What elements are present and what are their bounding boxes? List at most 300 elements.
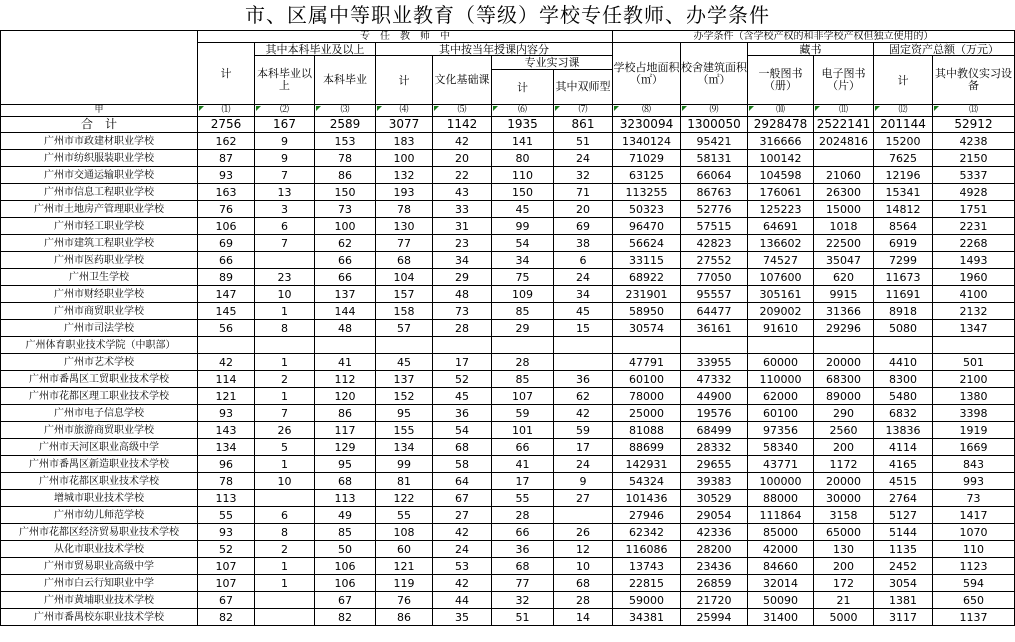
data-cell: 27552 bbox=[681, 252, 748, 269]
table-row bbox=[1, 201, 1015, 218]
data-cell: 2268 bbox=[933, 235, 1015, 252]
data-cell: 87 bbox=[198, 150, 255, 167]
data-cell: 141 bbox=[492, 133, 554, 150]
column-number-label: ⑹ bbox=[517, 105, 527, 115]
data-cell: 7625 bbox=[874, 150, 933, 167]
column-number bbox=[748, 105, 814, 117]
data-cell: 28 bbox=[554, 592, 613, 609]
data-cell: 29 bbox=[492, 320, 554, 337]
table-row bbox=[1, 422, 1015, 439]
data-cell: 84660 bbox=[748, 558, 814, 575]
data-cell: 5127 bbox=[874, 507, 933, 524]
total-cell: 52912 bbox=[933, 117, 1015, 133]
data-cell: 34 bbox=[554, 286, 613, 303]
data-cell: 19576 bbox=[681, 405, 748, 422]
data-cell: 59 bbox=[554, 422, 613, 439]
data-cell: 13836 bbox=[874, 422, 933, 439]
data-cell: 109 bbox=[492, 286, 554, 303]
data-cell: 25994 bbox=[681, 609, 748, 626]
data-cell: 36 bbox=[492, 541, 554, 558]
cell-comment-marker-icon bbox=[815, 106, 820, 111]
data-cell: 88000 bbox=[748, 490, 814, 507]
data-cell: 9915 bbox=[814, 286, 874, 303]
data-cell: 8 bbox=[255, 524, 315, 541]
data-cell: 163 bbox=[198, 184, 255, 201]
cell-comment-marker-icon bbox=[875, 106, 880, 111]
data-cell: 8300 bbox=[874, 371, 933, 388]
data-cell: 29 bbox=[433, 269, 492, 286]
data-cell: 31400 bbox=[748, 609, 814, 626]
data-cell: 41 bbox=[492, 456, 554, 473]
data-cell: 152 bbox=[376, 388, 433, 405]
data-cell: 993 bbox=[933, 473, 1015, 490]
data-cell: 64477 bbox=[681, 303, 748, 320]
cell-comment-marker-icon bbox=[934, 106, 939, 111]
data-cell: 78 bbox=[376, 201, 433, 218]
data-cell: 14 bbox=[554, 609, 613, 626]
data-cell: 1417 bbox=[933, 507, 1015, 524]
school-name: 广州市轻工职业学校 bbox=[1, 218, 198, 235]
data-cell: 95557 bbox=[681, 286, 748, 303]
data-cell: 1 bbox=[255, 456, 315, 473]
data-cell: 110 bbox=[933, 541, 1015, 558]
data-cell: 1 bbox=[255, 575, 315, 592]
data-cell: 75 bbox=[492, 269, 554, 286]
data-cell: 112 bbox=[315, 371, 376, 388]
school-name: 广州市市政建材职业学校 bbox=[1, 133, 198, 150]
school-name: 广州市贸易职业高级中学 bbox=[1, 558, 198, 575]
data-cell: 86763 bbox=[681, 184, 748, 201]
data-cell: 93 bbox=[198, 524, 255, 541]
cell-comment-marker-icon bbox=[614, 106, 619, 111]
table-row bbox=[1, 269, 1015, 286]
data-cell: 8564 bbox=[874, 218, 933, 235]
data-cell: 5000 bbox=[814, 609, 874, 626]
data-cell: 44 bbox=[433, 592, 492, 609]
data-cell: 54 bbox=[492, 235, 554, 252]
data-cell: 66 bbox=[492, 439, 554, 456]
column-number-label: ⑿ bbox=[898, 105, 908, 115]
data-cell: 17 bbox=[492, 473, 554, 490]
data-cell: 120 bbox=[315, 388, 376, 405]
data-cell: 14812 bbox=[874, 201, 933, 218]
data-cell: 95 bbox=[315, 456, 376, 473]
data-cell: 59 bbox=[492, 405, 554, 422]
corner-cell bbox=[1, 31, 198, 105]
data-cell bbox=[255, 490, 315, 507]
data-cell: 650 bbox=[933, 592, 1015, 609]
data-cell: 51 bbox=[554, 133, 613, 150]
data-cell: 162 bbox=[198, 133, 255, 150]
data-cell: 32 bbox=[554, 167, 613, 184]
school-name: 广州市花都区经济贸易职业技术学校 bbox=[1, 524, 198, 541]
column-number-label: ⑼ bbox=[709, 105, 719, 115]
data-cell: 20 bbox=[433, 150, 492, 167]
data-cell: 21720 bbox=[681, 592, 748, 609]
data-cell: 3054 bbox=[874, 575, 933, 592]
page-title: 市、区属中等职业教育（等级）学校专任教师、办学条件 bbox=[245, 3, 770, 27]
data-cell: 47332 bbox=[681, 371, 748, 388]
data-cell: 22500 bbox=[814, 235, 874, 252]
data-cell: 1751 bbox=[933, 201, 1015, 218]
data-cell: 106 bbox=[315, 558, 376, 575]
data-cell: 74527 bbox=[748, 252, 814, 269]
data-cell: 130 bbox=[814, 541, 874, 558]
data-cell: 93 bbox=[198, 167, 255, 184]
cell-comment-marker-icon bbox=[493, 106, 498, 111]
data-cell: 60100 bbox=[613, 371, 681, 388]
school-name: 广州市天河区职业高级中学 bbox=[1, 439, 198, 456]
data-cell: 20000 bbox=[814, 473, 874, 490]
data-cell bbox=[433, 337, 492, 354]
data-cell: 85 bbox=[492, 371, 554, 388]
data-cell: 32014 bbox=[748, 575, 814, 592]
data-cell: 122 bbox=[376, 490, 433, 507]
data-cell: 4114 bbox=[874, 439, 933, 456]
data-cell bbox=[315, 337, 376, 354]
data-cell: 183 bbox=[376, 133, 433, 150]
data-cell: 28332 bbox=[681, 439, 748, 456]
data-cell: 26859 bbox=[681, 575, 748, 592]
table-row bbox=[1, 371, 1015, 388]
school-name: 广州市交通运输职业学校 bbox=[1, 167, 198, 184]
data-cell: 35 bbox=[433, 609, 492, 626]
data-cell: 121 bbox=[376, 558, 433, 575]
total-cell: 1142 bbox=[433, 117, 492, 133]
data-cell: 48 bbox=[433, 286, 492, 303]
data-cell: 45 bbox=[376, 354, 433, 371]
data-cell: 76 bbox=[376, 592, 433, 609]
column-number-label: ⑻ bbox=[641, 105, 651, 115]
data-cell: 62 bbox=[554, 388, 613, 405]
data-cell: 100 bbox=[315, 218, 376, 235]
data-cell: 843 bbox=[933, 456, 1015, 473]
data-cell bbox=[933, 337, 1015, 354]
data-cell: 5480 bbox=[874, 388, 933, 405]
data-cell: 67 bbox=[315, 592, 376, 609]
data-cell: 95421 bbox=[681, 133, 748, 150]
data-cell: 23 bbox=[255, 269, 315, 286]
data-cell: 68499 bbox=[681, 422, 748, 439]
data-cell: 9 bbox=[255, 150, 315, 167]
data-cell: 4165 bbox=[874, 456, 933, 473]
column-number bbox=[874, 105, 933, 117]
column-number bbox=[315, 105, 376, 117]
data-cell: 28 bbox=[433, 320, 492, 337]
data-cell: 6 bbox=[554, 252, 613, 269]
data-cell: 66064 bbox=[681, 167, 748, 184]
data-cell: 200 bbox=[814, 439, 874, 456]
data-cell bbox=[255, 609, 315, 626]
assets-total-header: 计 bbox=[874, 56, 933, 105]
data-cell: 22 bbox=[433, 167, 492, 184]
data-cell: 2231 bbox=[933, 218, 1015, 235]
data-cell: 68 bbox=[433, 439, 492, 456]
data-cell: 30000 bbox=[814, 490, 874, 507]
column-number-label: ⑸ bbox=[457, 105, 467, 115]
data-cell: 143 bbox=[198, 422, 255, 439]
table-row bbox=[1, 490, 1015, 507]
data-cell: 9 bbox=[255, 133, 315, 150]
data-cell: 68 bbox=[492, 558, 554, 575]
data-cell: 134 bbox=[198, 439, 255, 456]
data-cell: 52 bbox=[198, 541, 255, 558]
practice-total-header: 计 bbox=[492, 70, 554, 105]
total-cell: 1935 bbox=[492, 117, 554, 133]
column-number bbox=[255, 105, 315, 117]
data-cell: 58340 bbox=[748, 439, 814, 456]
column-number-label: ⑷ bbox=[399, 105, 409, 115]
data-cell: 1919 bbox=[933, 422, 1015, 439]
data-cell: 73 bbox=[933, 490, 1015, 507]
data-cell: 316666 bbox=[748, 133, 814, 150]
data-cell: 62 bbox=[315, 235, 376, 252]
data-cell: 8918 bbox=[874, 303, 933, 320]
data-cell: 113255 bbox=[613, 184, 681, 201]
school-name: 广州市花都区理工职业技术学校 bbox=[1, 388, 198, 405]
data-cell: 106 bbox=[198, 218, 255, 235]
culture-basic-header: 文化基础课 bbox=[433, 56, 492, 105]
table-row bbox=[1, 592, 1015, 609]
data-cell: 58 bbox=[433, 456, 492, 473]
table-row bbox=[1, 405, 1015, 422]
data-cell: 55 bbox=[198, 507, 255, 524]
data-cell: 27946 bbox=[613, 507, 681, 524]
total-cell: 3077 bbox=[376, 117, 433, 133]
data-cell: 142931 bbox=[613, 456, 681, 473]
data-cell: 4928 bbox=[933, 184, 1015, 201]
data-cell: 209002 bbox=[748, 303, 814, 320]
data-cell: 86 bbox=[315, 167, 376, 184]
data-cell: 17 bbox=[554, 439, 613, 456]
data-cell: 1123 bbox=[933, 558, 1015, 575]
data-cell: 5 bbox=[255, 439, 315, 456]
data-cell: 10 bbox=[554, 558, 613, 575]
data-cell: 54 bbox=[433, 422, 492, 439]
data-cell: 23436 bbox=[681, 558, 748, 575]
table-row bbox=[1, 456, 1015, 473]
school-name: 广州市商贸职业学校 bbox=[1, 303, 198, 320]
data-cell: 36 bbox=[554, 371, 613, 388]
data-cell: 31 bbox=[433, 218, 492, 235]
table-row bbox=[1, 337, 1015, 354]
data-cell: 17 bbox=[433, 354, 492, 371]
data-cell: 85 bbox=[492, 303, 554, 320]
table-row bbox=[1, 235, 1015, 252]
school-name: 广州市黄埔职业技术学校 bbox=[1, 592, 198, 609]
data-cell: 42 bbox=[433, 575, 492, 592]
data-cell bbox=[874, 337, 933, 354]
data-cell: 501 bbox=[933, 354, 1015, 371]
data-cell: 231901 bbox=[613, 286, 681, 303]
data-cell: 80 bbox=[492, 150, 554, 167]
data-cell: 64691 bbox=[748, 218, 814, 235]
data-cell: 1380 bbox=[933, 388, 1015, 405]
building-area-header: 校舍建筑面积（㎡） bbox=[681, 43, 748, 105]
data-cell: 60100 bbox=[748, 405, 814, 422]
equipment-header: 其中教仪实习设备 bbox=[933, 56, 1015, 105]
cell-comment-marker-icon bbox=[199, 106, 204, 111]
data-cell: 41 bbox=[315, 354, 376, 371]
data-cell: 42 bbox=[198, 354, 255, 371]
data-cell: 49 bbox=[315, 507, 376, 524]
teachers-total-header: 计 bbox=[198, 43, 255, 105]
school-name: 广州市财经职业学校 bbox=[1, 286, 198, 303]
data-cell: 6 bbox=[255, 507, 315, 524]
data-cell: 53 bbox=[433, 558, 492, 575]
data-cell: 2560 bbox=[814, 422, 874, 439]
data-cell: 2100 bbox=[933, 371, 1015, 388]
data-cell: 67 bbox=[433, 490, 492, 507]
table-row bbox=[1, 167, 1015, 184]
data-cell: 24 bbox=[554, 456, 613, 473]
data-cell: 50090 bbox=[748, 592, 814, 609]
data-cell: 93 bbox=[198, 405, 255, 422]
data-cell: 99 bbox=[376, 456, 433, 473]
data-cell: 5080 bbox=[874, 320, 933, 337]
data-cell: 110 bbox=[492, 167, 554, 184]
assets-group-header: 固定资产总额（万元） bbox=[874, 43, 1015, 56]
data-cell: 38 bbox=[554, 235, 613, 252]
data-cell: 136602 bbox=[748, 235, 814, 252]
school-name: 广州市司法学校 bbox=[1, 320, 198, 337]
school-rows bbox=[1, 133, 1015, 626]
data-cell: 132 bbox=[376, 167, 433, 184]
data-cell: 107600 bbox=[748, 269, 814, 286]
data-cell: 11691 bbox=[874, 286, 933, 303]
data-cell: 45 bbox=[433, 388, 492, 405]
data-cell: 58950 bbox=[613, 303, 681, 320]
bachelor-above-header: 本科毕业以上 bbox=[255, 56, 315, 105]
data-cell: 3398 bbox=[933, 405, 1015, 422]
data-cell: 100 bbox=[376, 150, 433, 167]
data-cell: 134 bbox=[376, 439, 433, 456]
data-cell: 56624 bbox=[613, 235, 681, 252]
data-cell bbox=[255, 337, 315, 354]
data-cell: 13 bbox=[255, 184, 315, 201]
data-cell: 95 bbox=[376, 405, 433, 422]
school-name: 广州市花都区职业技术学校 bbox=[1, 473, 198, 490]
data-cell: 305161 bbox=[748, 286, 814, 303]
data-cell: 4515 bbox=[874, 473, 933, 490]
col-jia-label: 甲 bbox=[1, 105, 198, 117]
ebooks-header: 电子图书（片） bbox=[814, 56, 874, 105]
data-cell: 78 bbox=[198, 473, 255, 490]
data-cell: 76 bbox=[198, 201, 255, 218]
data-cell: 113 bbox=[198, 490, 255, 507]
data-cell: 69 bbox=[554, 218, 613, 235]
data-cell: 63125 bbox=[613, 167, 681, 184]
data-cell bbox=[554, 337, 613, 354]
data-cell: 150 bbox=[315, 184, 376, 201]
data-cell: 85 bbox=[315, 524, 376, 541]
data-cell: 60000 bbox=[748, 354, 814, 371]
data-cell: 13743 bbox=[613, 558, 681, 575]
data-cell: 35047 bbox=[814, 252, 874, 269]
school-name: 广州市幼儿师范学校 bbox=[1, 507, 198, 524]
data-cell: 68 bbox=[315, 473, 376, 490]
data-cell: 172 bbox=[814, 575, 874, 592]
data-cell: 2024816 bbox=[814, 133, 874, 150]
data-cell: 176061 bbox=[748, 184, 814, 201]
school-name: 广州市白云行知职业中学 bbox=[1, 575, 198, 592]
school-name: 广州市番禺校东职业技术学校 bbox=[1, 609, 198, 626]
table-row bbox=[1, 184, 1015, 201]
data-cell: 78 bbox=[315, 150, 376, 167]
data-cell: 3 bbox=[255, 201, 315, 218]
data-cell: 100142 bbox=[748, 150, 814, 167]
data-cell: 81088 bbox=[613, 422, 681, 439]
data-cell: 66 bbox=[492, 524, 554, 541]
data-cell: 5337 bbox=[933, 167, 1015, 184]
data-cell: 26300 bbox=[814, 184, 874, 201]
column-number bbox=[198, 105, 255, 117]
data-cell: 33115 bbox=[613, 252, 681, 269]
cell-comment-marker-icon bbox=[749, 106, 754, 111]
data-cell: 62000 bbox=[748, 388, 814, 405]
data-cell: 68 bbox=[376, 252, 433, 269]
data-cell: 107 bbox=[198, 575, 255, 592]
data-cell: 66 bbox=[315, 269, 376, 286]
total-cell: 2522141 bbox=[814, 117, 874, 133]
column-number-label: ⑴ bbox=[221, 105, 231, 115]
data-cell: 20000 bbox=[814, 354, 874, 371]
data-cell: 117 bbox=[315, 422, 376, 439]
table-row bbox=[1, 150, 1015, 167]
cell-comment-marker-icon bbox=[316, 106, 321, 111]
data-cell: 144 bbox=[315, 303, 376, 320]
data-cell: 44900 bbox=[681, 388, 748, 405]
data-cell: 86 bbox=[376, 609, 433, 626]
data-cell: 77050 bbox=[681, 269, 748, 286]
data-cell: 85000 bbox=[748, 524, 814, 541]
dual-teacher-header: 其中双师型 bbox=[554, 70, 613, 105]
data-cell: 96470 bbox=[613, 218, 681, 235]
data-cell: 153 bbox=[315, 133, 376, 150]
column-number bbox=[613, 105, 681, 117]
data-cell: 157 bbox=[376, 286, 433, 303]
data-cell: 107 bbox=[198, 558, 255, 575]
data-cell bbox=[613, 337, 681, 354]
data-cell bbox=[681, 337, 748, 354]
data-cell: 34 bbox=[433, 252, 492, 269]
data-cell: 2150 bbox=[933, 150, 1015, 167]
data-table bbox=[0, 30, 1015, 626]
data-cell: 55 bbox=[376, 507, 433, 524]
data-cell: 129 bbox=[315, 439, 376, 456]
data-cell: 77 bbox=[492, 575, 554, 592]
data-cell: 6 bbox=[255, 218, 315, 235]
data-cell: 111864 bbox=[748, 507, 814, 524]
data-cell: 1347 bbox=[933, 320, 1015, 337]
data-cell: 12 bbox=[554, 541, 613, 558]
data-cell: 594 bbox=[933, 575, 1015, 592]
data-cell: 200 bbox=[814, 558, 874, 575]
data-cell: 113 bbox=[315, 490, 376, 507]
data-cell: 114 bbox=[198, 371, 255, 388]
total-label: 合 计 bbox=[1, 117, 198, 133]
total-cell: 861 bbox=[554, 117, 613, 133]
school-name: 广州市番禺区新造职业技术学校 bbox=[1, 456, 198, 473]
data-cell: 1960 bbox=[933, 269, 1015, 286]
data-cell: 50 bbox=[315, 541, 376, 558]
data-cell: 1070 bbox=[933, 524, 1015, 541]
data-cell: 29296 bbox=[814, 320, 874, 337]
data-cell bbox=[554, 507, 613, 524]
data-cell bbox=[814, 150, 874, 167]
data-cell: 11673 bbox=[874, 269, 933, 286]
teachers-group-header: 专 任 教 师 中 bbox=[198, 31, 613, 43]
